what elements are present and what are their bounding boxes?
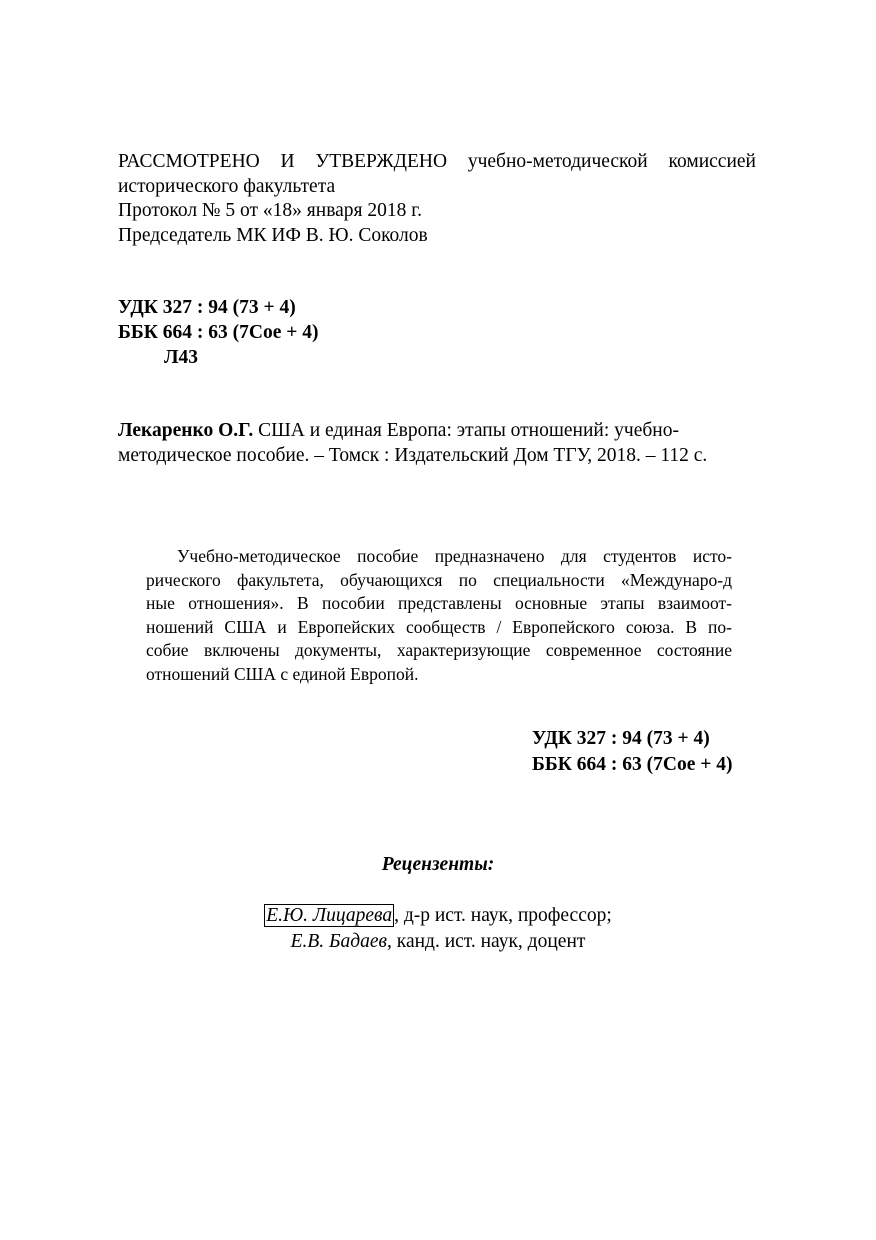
reviewers-list <box>0 903 876 954</box>
abstract <box>146 545 732 686</box>
approval-chairman: Председатель МК ИФ В. Ю. Соколов <box>118 224 428 246</box>
abstract-line: рического факультета, обучающихся по специальности «Междунаро-д <box>146 569 732 590</box>
udk-code: УДК 327 : 94 (73 + 4) <box>118 297 296 318</box>
approval-line-1: РАССМОТРЕНО И УТВЕРЖДЕНО учебно-методической комиссией <box>118 151 756 172</box>
biblio-line-2: методическое пособие. – Томск : Издательский Дом ТГУ, 2018. – 112 с. <box>118 445 708 466</box>
reviewer-item <box>0 929 876 955</box>
udk-code-repeat: УДК 327 : 94 (73 + 4) <box>532 728 710 749</box>
abstract-line: собие включены документы, характеризующие современное состояние <box>146 640 732 660</box>
abstract-line: Учебно-методическое пособие предназначено для студентов исто- <box>177 546 732 566</box>
reviewer-details: , д-р ист. наук, профессор; <box>394 905 612 926</box>
abstract-line: ные отношения». В пособии представлены основные этапы взаимоот- <box>146 593 732 613</box>
bibliographic-entry <box>118 418 778 468</box>
classification-codes <box>118 295 319 370</box>
abstract-line: отношений США с единой Европой. <box>146 663 419 684</box>
reviewers-heading: Рецензенты: <box>381 854 495 875</box>
approval-protocol: Протокол № 5 от «18» января 2018 г. <box>118 200 422 221</box>
bbk-code: ББК 664 : 63 (7Сое + 4) <box>118 322 319 343</box>
approval-line-2: исторического факультета <box>118 175 336 197</box>
biblio-title: США и единая Европа: этапы отношений: учебно- <box>253 420 679 441</box>
author-mark: Л43 <box>164 347 199 368</box>
reviewer-details: , канд. ист. наук, доцент <box>387 930 586 952</box>
biblio-line-1 <box>118 418 778 443</box>
biblio-author: Лекаренко О.Г. <box>118 420 254 441</box>
classification-codes-repeat <box>532 726 733 777</box>
reviewer-item <box>0 903 876 929</box>
bbk-code-repeat: ББК 664 : 63 (7Сое + 4) <box>532 753 733 775</box>
reviewer-name-highlighted[interactable]: Е.Ю. Лицарева <box>266 905 393 926</box>
approval-block <box>118 150 756 248</box>
abstract-line: ношений США и Европейских сообществ / Европейского союза. В по- <box>146 616 732 637</box>
reviewer-name: Е.В. Бадаев <box>290 930 388 952</box>
